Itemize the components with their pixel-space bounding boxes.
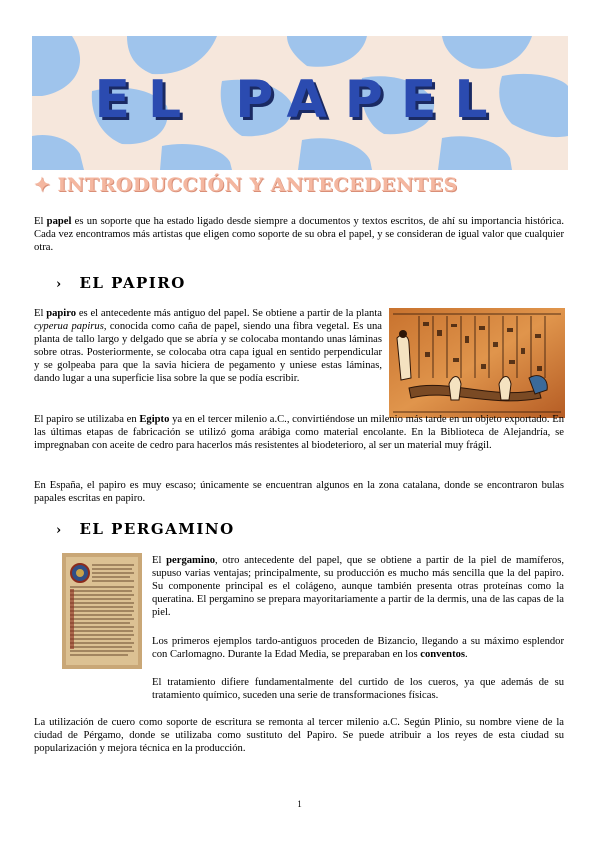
sparkle-icon: ✦ bbox=[34, 174, 51, 196]
papiro-paragraph-1: El papiro es el antecedente más antiguo del papel. Se obtiene a partir de la planta cyperua papirus, conocida como caña de papel, siendo una fibra vegetal. Es una planta de tallo largo y delgado que se abría y se colocaba montando unas láminas sobre otras. Posteriormente, se colocaba otra capa igual en sentido perpendicular y se golpeaba para que la savia hiciera de pegamento y uniese estas láminas, dando lugar a una superficie lisa sobre la que se podía escribir. bbox=[34, 308, 382, 384]
section-heading-pergamino bbox=[56, 520, 235, 538]
section-heading-introduccion bbox=[34, 174, 458, 196]
chevron-right-icon: › bbox=[56, 277, 63, 292]
intro-paragraph: El papel es un soporte que ha estado ligado desde siempre a documentos y textos escritos, de ahí su importancia histórica. Cada vez encontramos más artistas que eligen como soporte de su obra el papel, y se consideran de igual valor que cualquier otra. bbox=[34, 216, 564, 253]
section-heading-text: EL PERGAMINO bbox=[79, 520, 235, 538]
chevron-right-icon: › bbox=[56, 523, 63, 538]
egyptian-papyrus-image bbox=[389, 308, 565, 418]
section-heading-text: INTRODUCCIÓN Y ANTECEDENTES bbox=[57, 174, 458, 196]
pergamino-paragraph-1: El pergamino, otro antecedente del papel, que se obtiene a partir de la piel de mamíferos, supuso varias ventajas; principalmente, su producción es mucho más sencilla que la del papiro. Su componente principal es el colágeno, aunque también presenta otras proteínas como la queratina. El pergamino se prepara mayoritariamente a partir de la dermis, una de las capas de la piel. bbox=[152, 555, 564, 618]
papiro-paragraph-2: El papiro se utilizaba en Egipto ya en el tercer milenio a.C., convirtiéndose un milenio más tarde en un objeto exportado. En las últimas etapas de fabricación se utilizó goma arábiga como material encolante. En la Biblioteca de Alejandría, se impregnaban con aceite de cedro para hacerlos más resistentes al biodeterioro, al ser un material muy frágil. bbox=[34, 414, 564, 451]
section-heading-text: EL PAPIRO bbox=[79, 274, 186, 292]
section-heading-papiro bbox=[56, 274, 186, 292]
header-banner bbox=[32, 36, 568, 170]
pergamino-paragraph-3: El tratamiento difiere fundamentalmente del curtido de los cueros, ya que además de su tratamiento químico, suceden una serie de transformaciones físicas. bbox=[152, 677, 564, 701]
pergamino-paragraph-4: La utilización de cuero como soporte de escritura se remonta al tercer milenio a.C. Según Plinio, su nombre viene de la ciudad de Pérgamo, donde se utilizaba como sustituto del Papiro. Se puede atribuir a los reyes de esta ciudad su popularización y mejora técnica en la producción. bbox=[34, 717, 564, 754]
papiro-paragraph-3: En España, el papiro es muy escaso; únicamente se encuentran algunos en la zona catalana, donde se encontraron bulas papales escritas en papiro. bbox=[34, 480, 564, 504]
pergamino-paragraph-2: Los primeros ejemplos tardo-antiguos proceden de Bizancio, llegando a su máximo esplendor con Carlomagno. Durante la Edad Media, se preparaban en los conventos. bbox=[152, 636, 564, 660]
page-title: EL PAPEL bbox=[94, 70, 506, 130]
parchment-manuscript-image bbox=[62, 553, 142, 669]
page-number: 1 bbox=[297, 799, 302, 809]
